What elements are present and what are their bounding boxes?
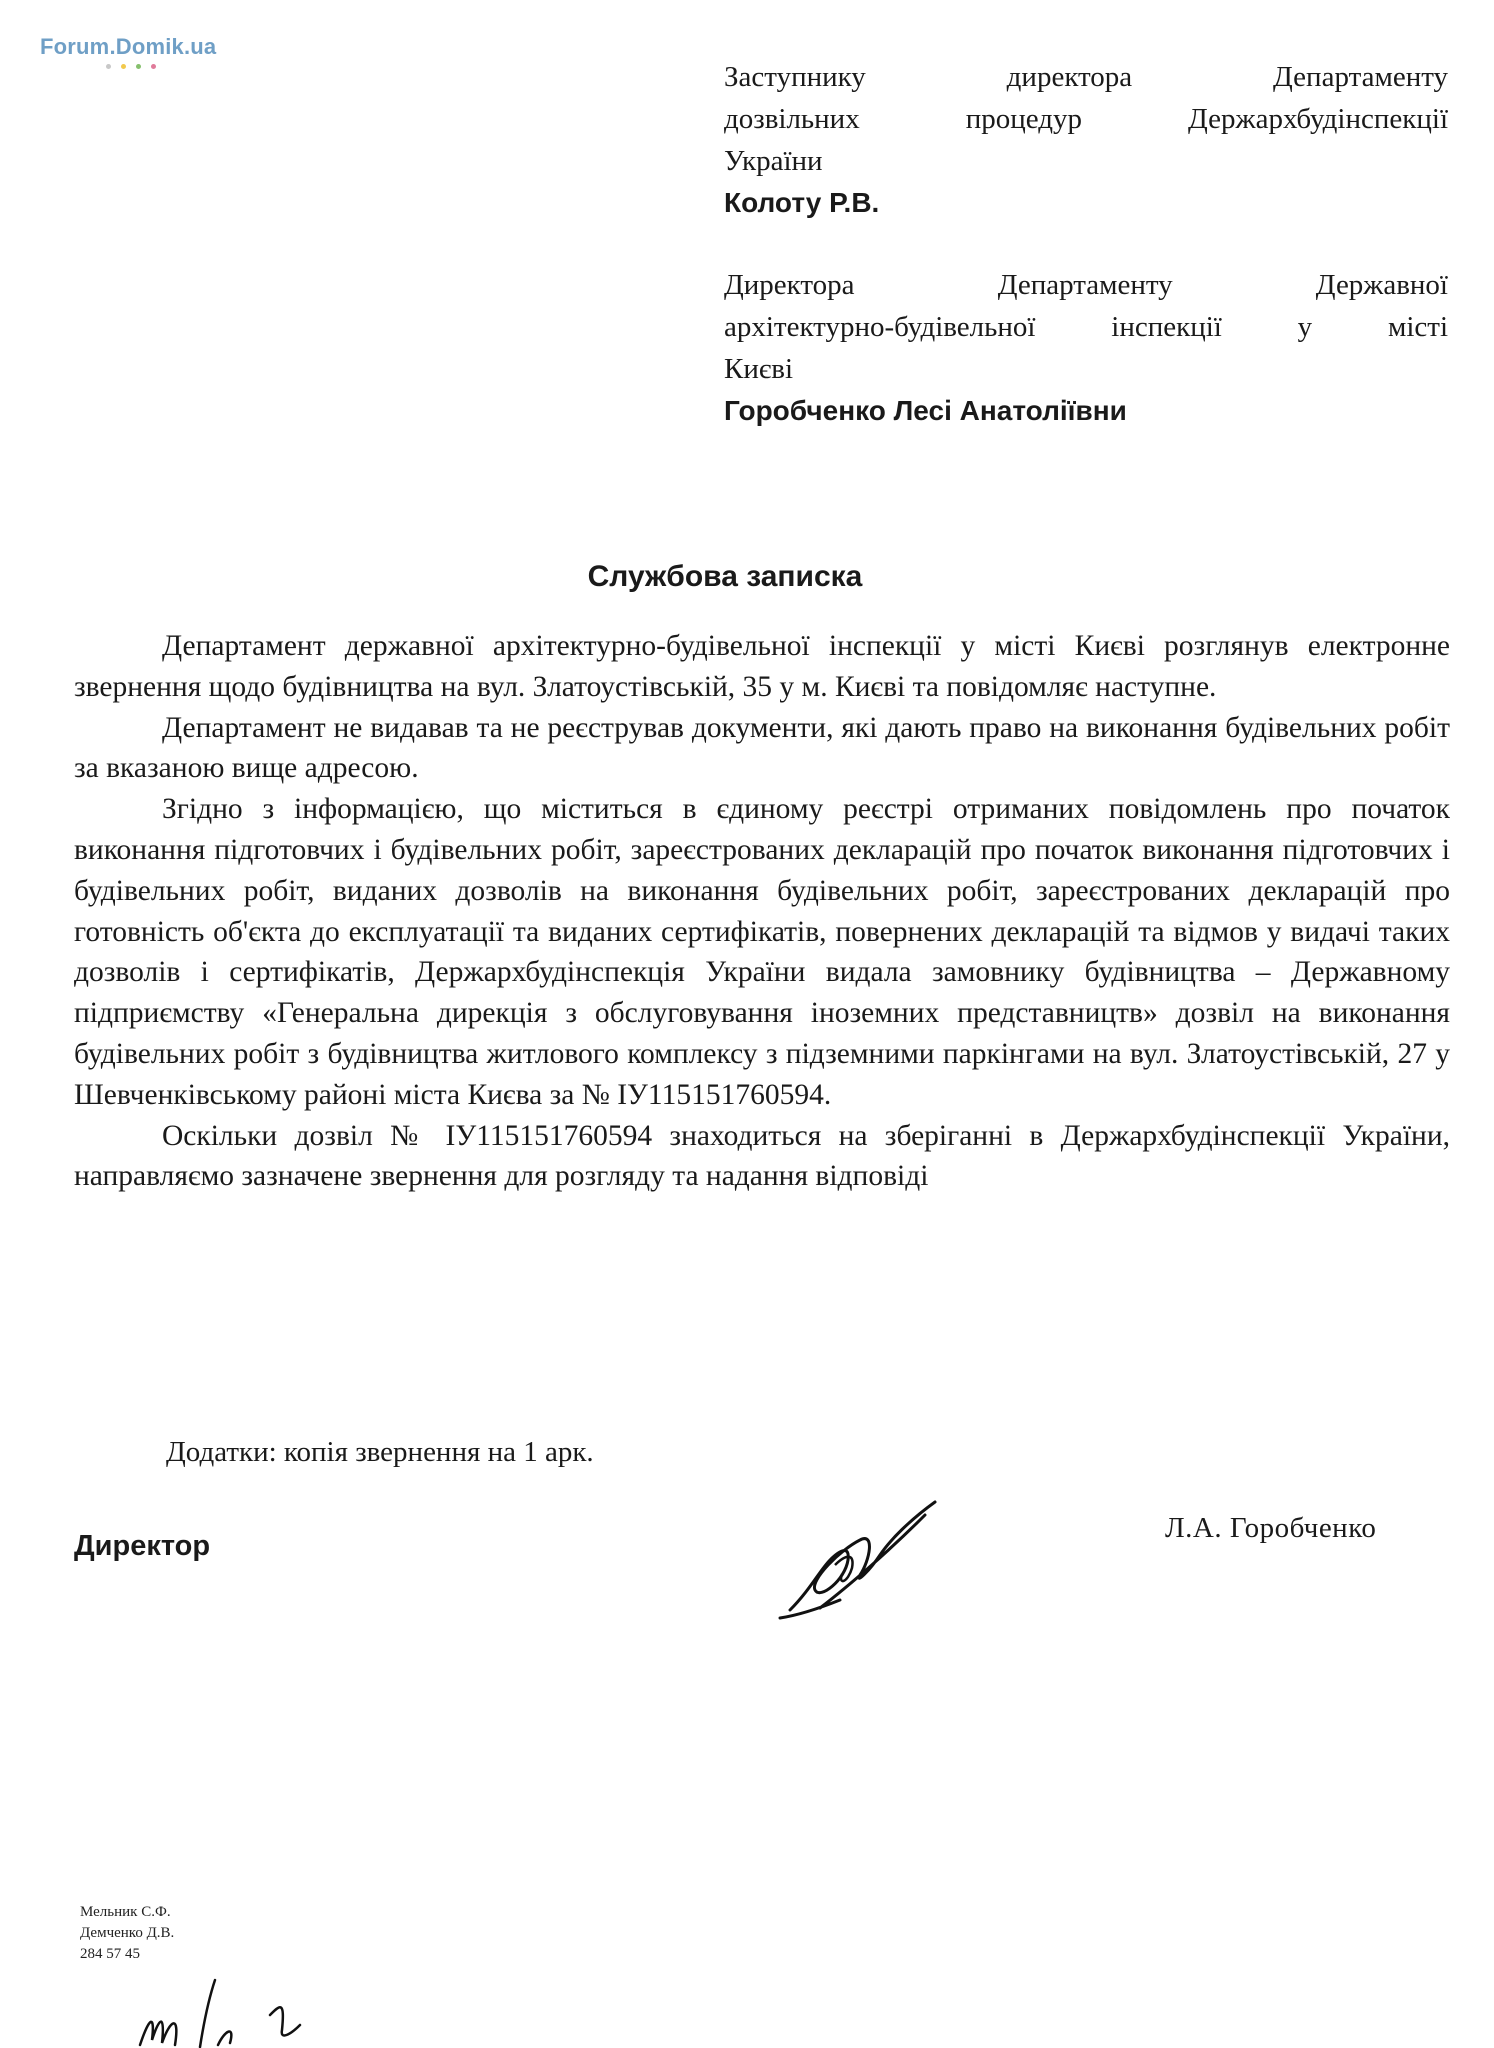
addressee-sender bbox=[724, 264, 1448, 432]
watermark-dots bbox=[106, 64, 156, 69]
addressee-line: України bbox=[724, 145, 823, 177]
addressee-name: Горобченко Лесі Анатоліївни bbox=[724, 395, 1127, 426]
forum-watermark bbox=[40, 34, 216, 60]
signer-name: Л.А. Горобченко bbox=[1165, 1512, 1377, 1544]
watermark-dot bbox=[151, 64, 156, 69]
addressee-line: дозвільних процедур Держархбудінспекції bbox=[724, 103, 1448, 135]
addressee-line: Заступнику директора Департаменту bbox=[724, 61, 1448, 93]
watermark-dot bbox=[106, 64, 111, 69]
footer-line: 284 57 45 bbox=[80, 1946, 140, 1962]
attachment-note: Додатки: копія звернення на 1 арк. bbox=[166, 1436, 594, 1468]
footer-line: Демченко Д.В. bbox=[80, 1925, 175, 1941]
addressee-line: архітектурно-будівельної інспекції у місті bbox=[724, 311, 1448, 343]
body-paragraph: Оскільки дозвіл № ІУ115151760594 знаходиться на зберіганні в Держархбудінспекції України, направляємо зазначене звернення для розгляду та надання відповіді bbox=[74, 1119, 1450, 1193]
watermark-dot bbox=[136, 64, 141, 69]
body-paragraph: Департамент державної архітектурно-будівельної інспекції у місті Києві розглянув електронне звернення щодо будівництва на вул. Златоустівській, 35 у м. Києві та повідомляє наступне. bbox=[74, 630, 1450, 703]
memo-title: Службова записка bbox=[587, 560, 863, 593]
addressee-line: Директора Департаменту Державної bbox=[724, 269, 1448, 301]
body-paragraph: Згідно з інформацією, що міститься в єдиному реєстрі отриманих повідомлень про початок виконання підготовчих і будівельних робіт, зареєстрованих декларацій про початок виконання підготовчих і будівельних робіт, виданих дозволів на виконання будівельних робіт, зареєстрованих декларацій про готовність об'єкта до експлуатації та виданих сертифікатів, повернених декларацій та відмов у видачі таких дозволів і сертифікатів, Держархбудінспекція України видала замовнику будівництва – Державному підприємству «Генеральна дирекція з обслуговування іноземних представництв» дозвіл на виконання будівельних робіт з будівництва житлового комплексу з підземними паркінгами на вул. Златоустівській, 27 у Шевченківському районі міста Києва за № ІУ115151760594. bbox=[74, 793, 1450, 1111]
director-label: Директор bbox=[74, 1530, 211, 1562]
addressee-name: Колоту Р.В. bbox=[724, 187, 880, 218]
addressee-line: Києві bbox=[724, 353, 794, 385]
watermark-dot bbox=[121, 64, 126, 69]
initials-signature-icon bbox=[130, 1975, 330, 2048]
addressee-deputy-director bbox=[724, 56, 1448, 224]
body-paragraph: Департамент не видавав та не реєстрував документи, які дають право на виконання будівельних робіт за вказаною вище адресою. bbox=[74, 711, 1450, 785]
footer-line: Мельник С.Ф. bbox=[80, 1904, 171, 1920]
memo-body bbox=[74, 626, 1450, 1197]
executors-footer bbox=[80, 1902, 174, 1965]
watermark-text: Forum.Domik.ua bbox=[40, 34, 217, 59]
signature-icon bbox=[760, 1490, 960, 1640]
